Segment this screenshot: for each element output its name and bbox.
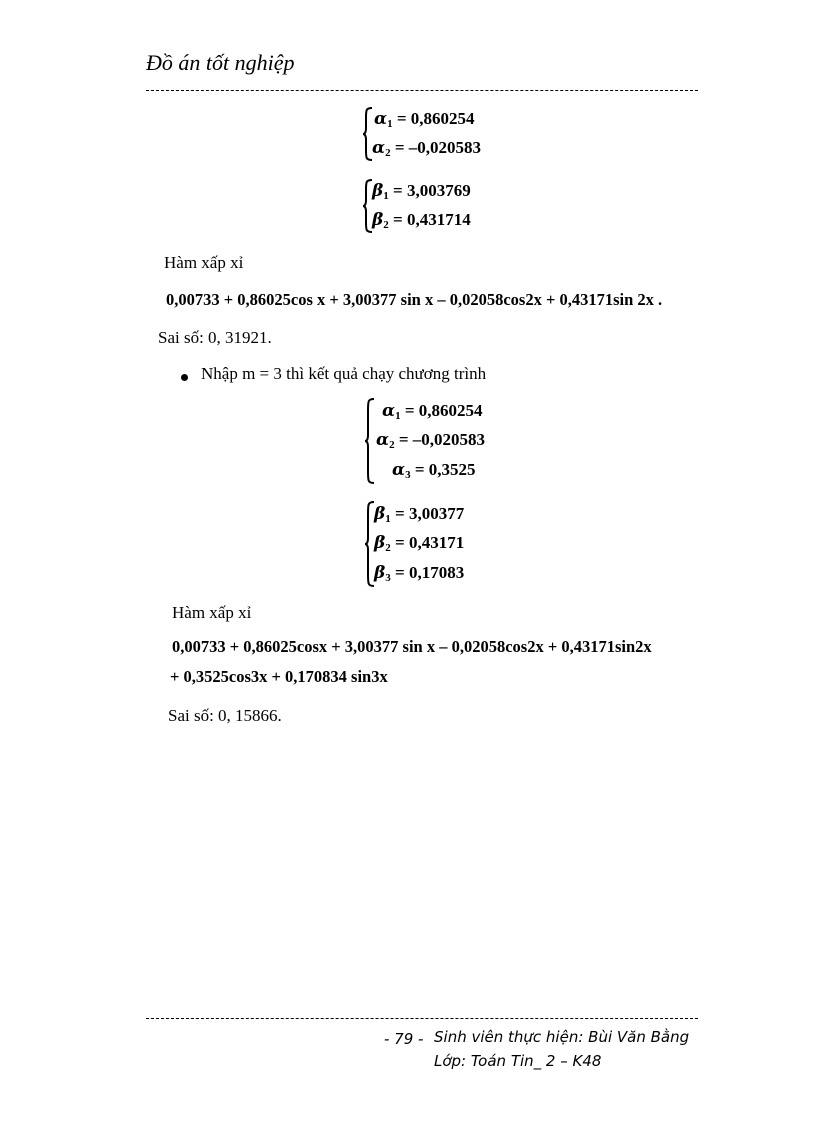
alpha-system-m2 bbox=[362, 106, 522, 162]
bullet-text: Nhập m = 3 thì kết quả chạy chương trình bbox=[201, 364, 487, 383]
footer-student: Sinh viên thực hiện: Bùi Văn Bằng bbox=[434, 1028, 690, 1046]
approx-label-m2: Hàm xấp xỉ bbox=[164, 253, 244, 272]
beta-3-equation: $\beta_3 = 0,17083$ bbox=[374, 563, 465, 584]
approx-formula-m3-line2: + 0,3525cos3x + 0,170834 sin3x bbox=[170, 667, 388, 686]
alpha-2-equation: $\alpha_2 = -0,020583$ bbox=[376, 430, 486, 451]
page-header-title: Đồ án tốt nghiệp bbox=[146, 50, 295, 75]
beta-2-equation: $\beta_2 = 0,43171$ bbox=[374, 533, 465, 554]
error-m3: Sai số: 0, 15866. bbox=[168, 706, 282, 725]
alpha-1-equation: $\alpha_1 = 0,860254$ bbox=[374, 109, 475, 130]
alpha-1-equation: $\alpha_1 = 0,860254$ bbox=[382, 401, 483, 422]
approx-label-m3: Hàm xấp xỉ bbox=[172, 603, 252, 622]
page-number: - 79 - bbox=[384, 1030, 424, 1048]
footer-divider bbox=[146, 1018, 698, 1019]
alpha-system-m3 bbox=[364, 397, 524, 485]
bullet-icon bbox=[181, 374, 188, 381]
approx-formula-m2: 0,00733 + 0,86025cos x + 3,00377 sin x – 0,02058cos2x + 0,43171sin 2x . bbox=[166, 290, 663, 309]
header-divider bbox=[146, 90, 698, 91]
beta-2-equation: $\beta_2 = 0,431714$ bbox=[372, 210, 471, 231]
footer-class: Lớp: Toán Tin_ 2 – K48 bbox=[434, 1052, 602, 1070]
approx-formula-m3-line1: 0,00733 + 0,86025cosx + 3,00377 sin x – 0,02058cos2x + 0,43171sin2x bbox=[172, 637, 652, 656]
alpha-3-equation: $\alpha_3 = 0,3525$ bbox=[392, 460, 476, 481]
beta-system-m2 bbox=[362, 178, 522, 234]
beta-1-equation: $\beta_1 = 3,003769$ bbox=[372, 181, 471, 202]
left-brace bbox=[364, 397, 376, 485]
beta-system-m3 bbox=[364, 500, 524, 588]
alpha-2-equation: $\alpha_2 = -0,020583$ bbox=[372, 138, 482, 159]
beta-1-equation: $\beta_1 = 3,00377$ bbox=[374, 504, 465, 525]
error-m2: Sai số: 0, 31921. bbox=[158, 328, 272, 347]
